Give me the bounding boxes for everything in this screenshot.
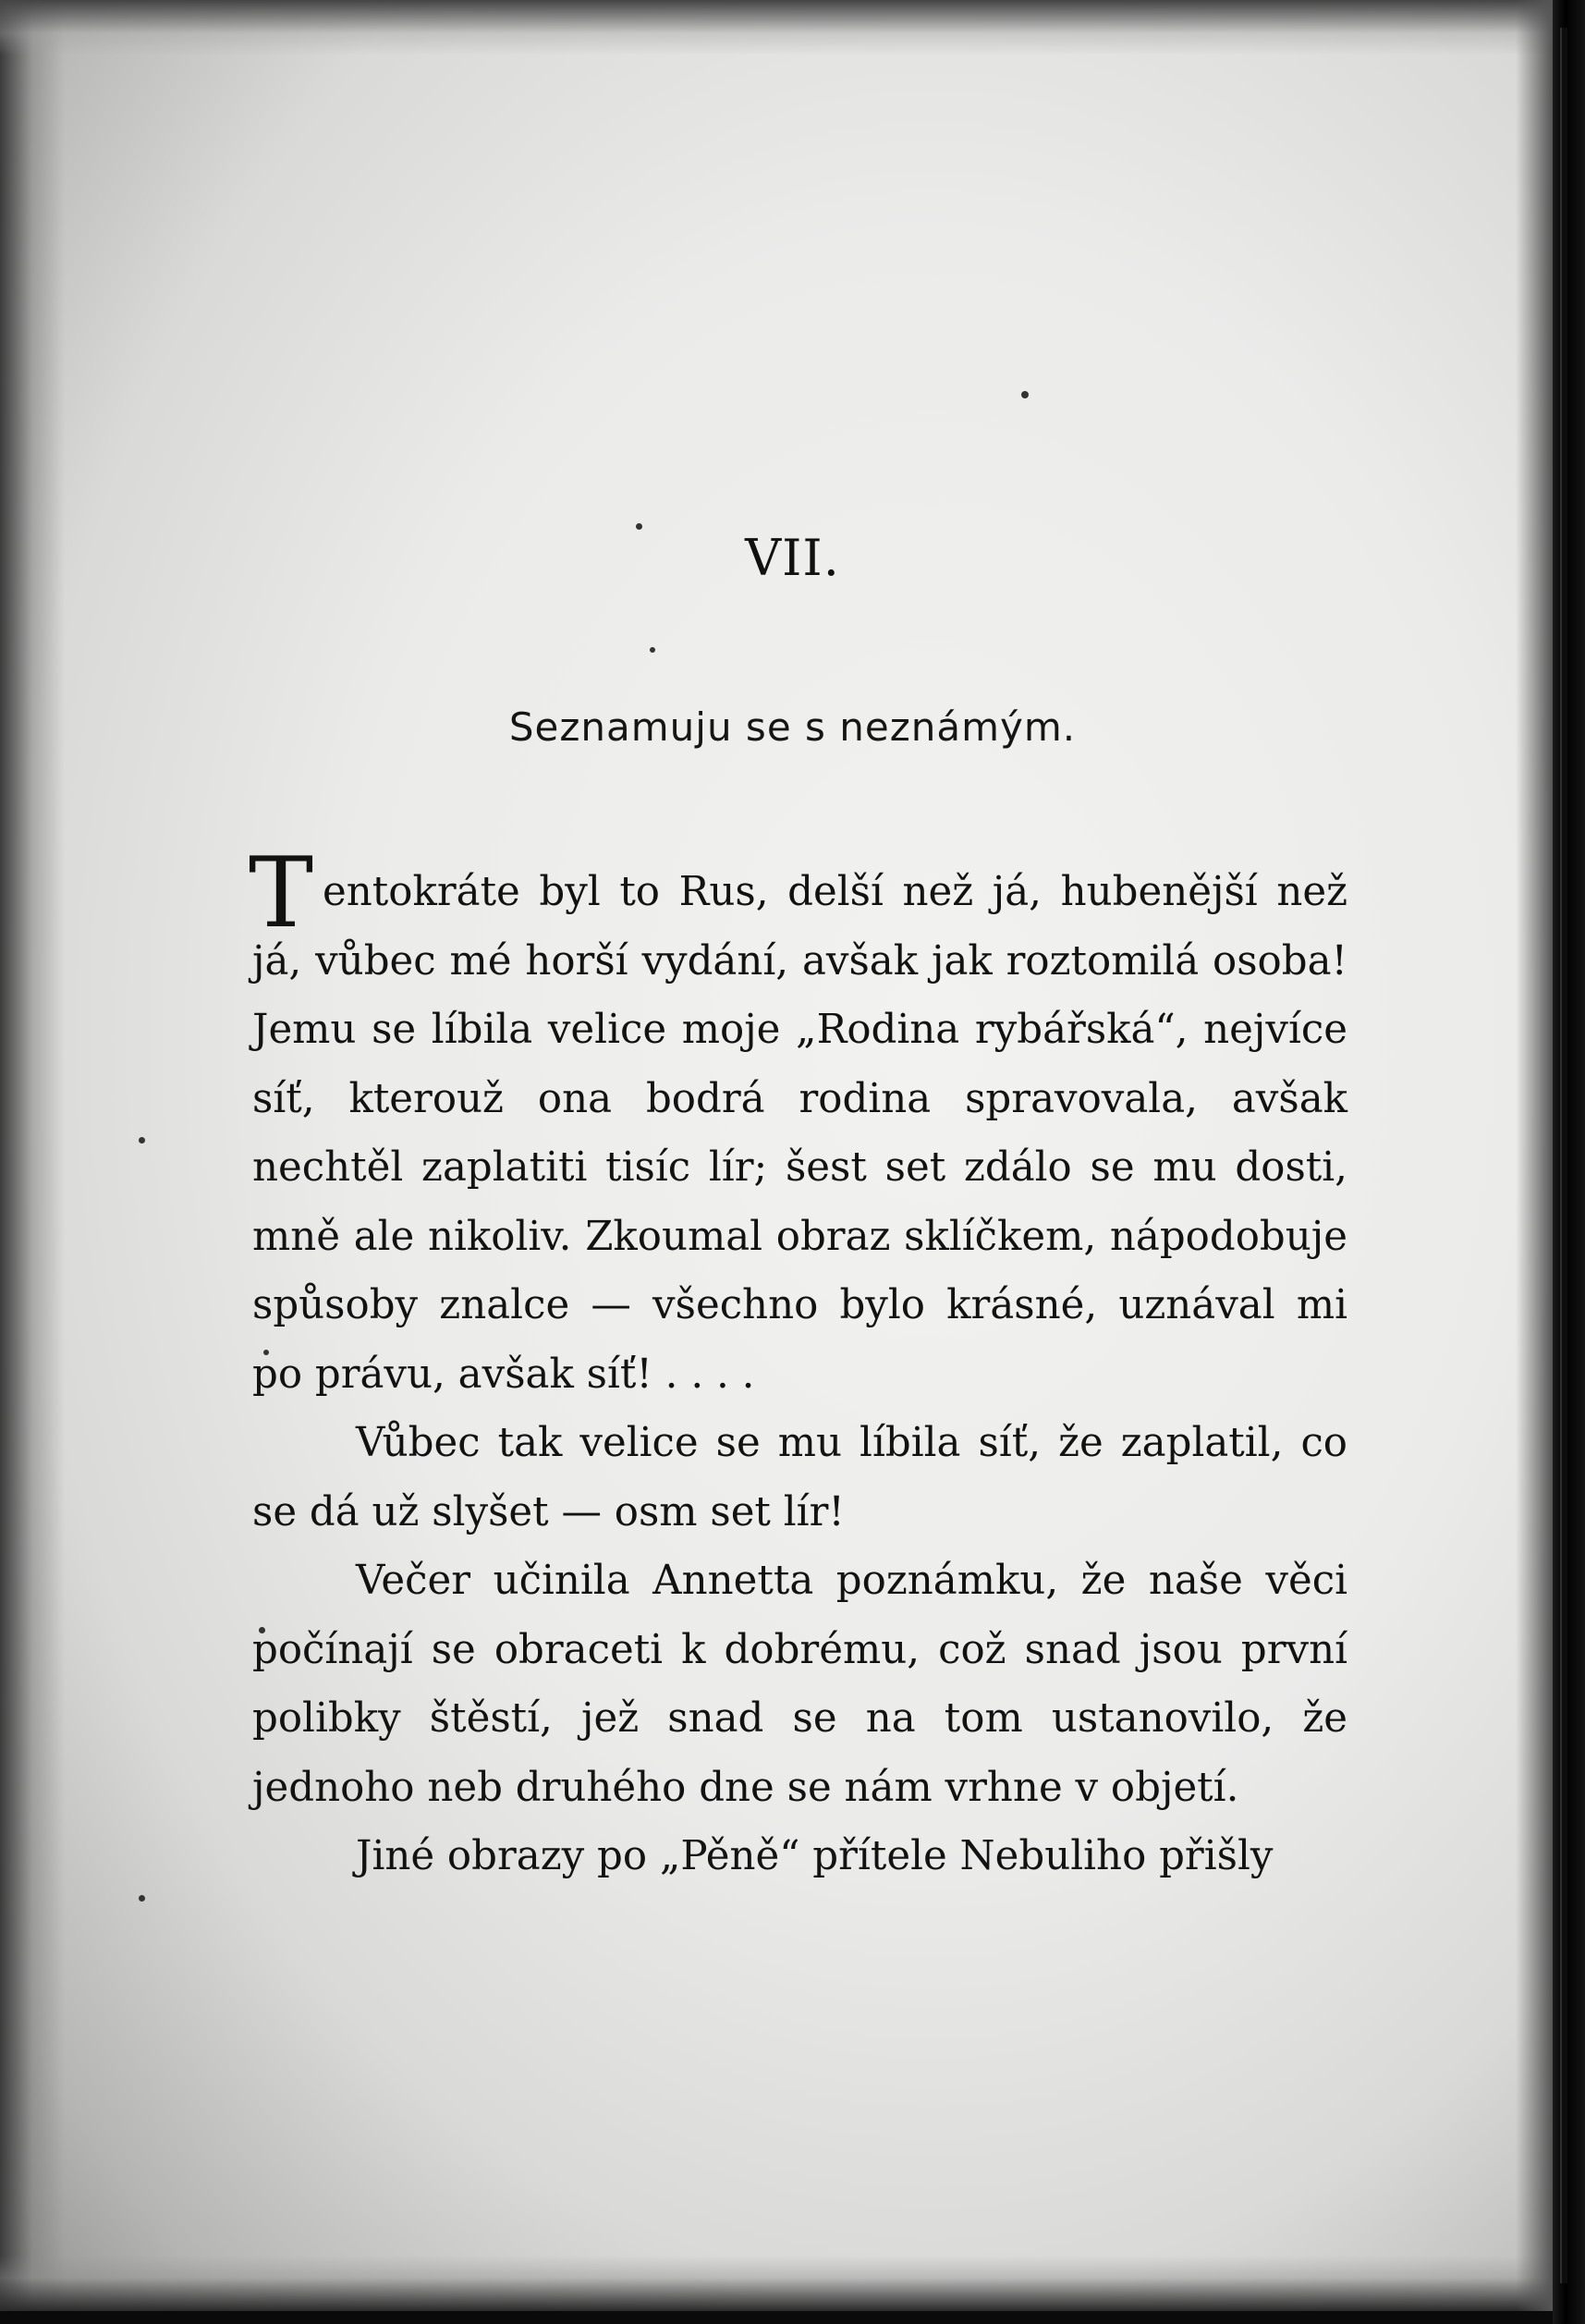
speck: [1021, 391, 1029, 398]
page-shadow-left: [0, 0, 65, 2311]
speck: [139, 1137, 145, 1144]
page-shadow-top: [0, 0, 1553, 55]
paragraph-3: Večer učinila Annetta poznámku, že naše věci počínají se obraceti k dobrému, což snad jsou první polibky štěstí, jež snad se na tom ustanovilo, že jednoho neb druhého dne se nám vrhne v objetí.: [252, 1558, 1347, 1811]
paragraph-4: Jiné obrazy po „Pěně“ přítele Nebuliho přišly: [356, 1833, 1274, 1879]
speck: [650, 647, 655, 653]
page-shadow-bottom: [0, 2256, 1553, 2311]
speck: [139, 1895, 145, 1902]
chapter-title: Seznamuju se s neznámým.: [508, 704, 1077, 750]
book-spine-edge: [1553, 0, 1585, 2324]
page-shadow-right: [1516, 0, 1553, 2311]
chapter-number: VII.: [745, 529, 840, 587]
paragraph-1-text: entokráte byl to Rus, delší než já, hubenější než já, vůbec mé horší vydání, avšak jak roztomilá osoba! Jemu se líbila velice moje „Rodina rybářská“, nejvíce síť, kterouž ona bodrá rodina spravovala, avšak nechtěl zaplatiti tisíc lír; šest set zdálo se mu dosti, mně ale nikoliv. Zkoumal obraz sklíčkem, nápodobuje spůsoby znalce — všechno bylo krásné, uznával mi po právu, avšak síť! . . . .: [252, 869, 1347, 1398]
spine-line: [1560, 28, 1567, 2283]
paragraph-2: Vůbec tak velice se mu líbila síť, že zaplatil, co se dá už slyšet — osm set lír!: [252, 1420, 1347, 1535]
drop-cap: T: [249, 837, 314, 949]
paragraph-1: [249, 837, 1347, 1409]
body-text: [249, 837, 1347, 1891]
